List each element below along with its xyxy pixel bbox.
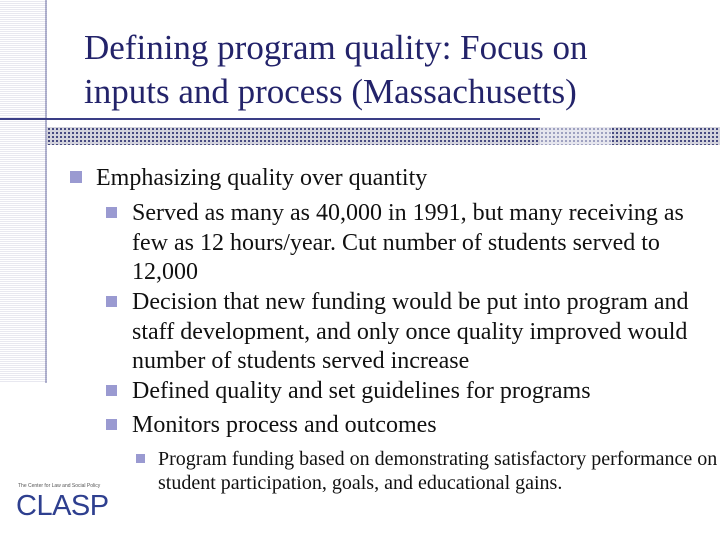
square-bullet-icon <box>106 207 117 218</box>
square-bullet-icon <box>106 385 117 396</box>
bullet-level1-text: Emphasizing quality over quantity <box>96 165 428 191</box>
square-bullet-icon <box>106 419 117 430</box>
clasp-logo: CLASP <box>16 490 109 522</box>
title-divider <box>0 118 540 120</box>
patterned-banner-highlight <box>540 127 612 145</box>
bullet-text: Decision that new funding would be put into program and staff development, and only once quality improved would number of students served increase <box>132 289 689 374</box>
bullet-text: Monitors process and outcomes <box>132 412 437 438</box>
title-line-1: Defining program quality: Focus on <box>84 28 588 67</box>
slide-title <box>84 26 684 114</box>
square-bullet-icon <box>136 454 145 463</box>
bullet-text: Defined quality and set guidelines for programs <box>132 378 591 404</box>
title-line-2: inputs and process (Massachusetts) <box>84 72 577 111</box>
square-bullet-icon <box>106 296 117 307</box>
square-bullet-icon <box>70 171 82 183</box>
patterned-banner <box>47 127 720 145</box>
bullet-text: Served as many as 40,000 in 1991, but many receiving as few as 12 hours/year. Cut number of students served to 12,000 <box>132 200 684 285</box>
logo-tagline: The Center for Law and Social Policy <box>18 483 101 489</box>
left-accent-strip <box>0 0 47 383</box>
bullet-text: Program funding based on demonstrating satisfactory performance on student participation, goals, and educational gains. <box>158 448 718 494</box>
